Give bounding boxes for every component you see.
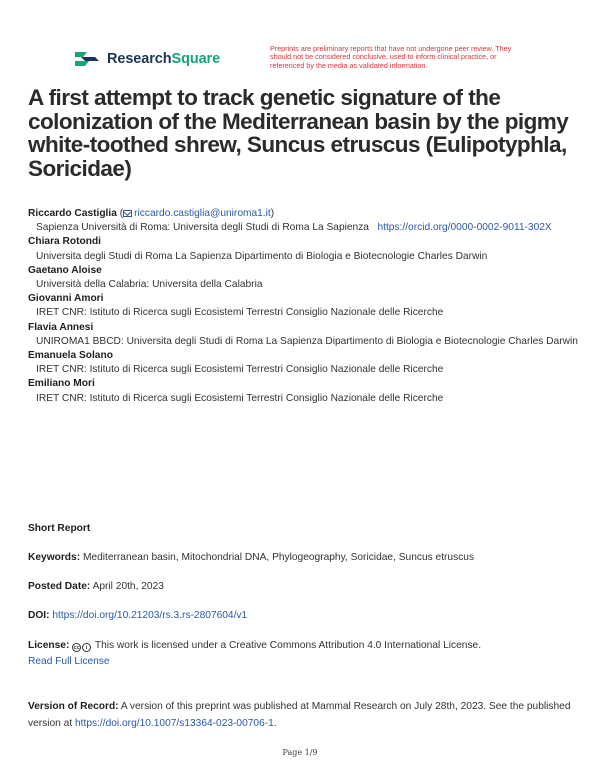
orcid-link[interactable]: https://orcid.org/0000-0002-9011-302X (377, 222, 552, 234)
posted-date-value: April 20th, 2023 (92, 581, 164, 592)
preprint-notice: Preprints are preliminary reports that have not undergone peer review. They should not be considered conclusive, used to inform clinical practice, or referenced by the media as validated information. (270, 44, 512, 70)
paper-title: A first attempt to track genetic signature of the colonization of the Mediterranean basin by the pigmy white-toothed shrew, Suncus etruscus (Eulipotyphla, Soricidae) (28, 85, 569, 181)
research-square-logo[interactable] (73, 48, 220, 70)
author-entry (28, 321, 578, 349)
author-entry (28, 235, 578, 263)
author-affiliation: IRET CNR: Istituto di Ricerca sugli Ecosistemi Terrestri Consiglio Nazionale delle Ricerche (36, 392, 444, 404)
license (28, 638, 576, 670)
author-affiliation: UNIROMA1 BBCD: Universita degli Studi di Roma La Sapienza Dipartimento di Biologia e Biotecnologie Charles Darwin (36, 335, 578, 347)
envelope-icon (123, 210, 132, 217)
doi-label: DOI: (28, 610, 50, 621)
vor-label: Version of Record: (28, 701, 119, 712)
author-name: Gaetano Aloise (28, 264, 102, 276)
author-name: Giovanni Amori (28, 293, 104, 305)
author-affiliation: IRET CNR: Istituto di Ricerca sugli Ecosistemi Terrestri Consiglio Nazionale delle Ricerche (36, 364, 444, 376)
page-number: Page 1/9 (282, 748, 318, 757)
author-affiliation: Università della Calabria: Universita della Calabria (36, 279, 263, 291)
posted-date-label: Posted Date: (28, 581, 91, 592)
author-name: Flavia Annesi (28, 321, 94, 333)
author-entry (28, 349, 578, 377)
author-email-link[interactable]: riccardo.castiglia@uniroma1.it (134, 208, 271, 219)
license-text: This work is licensed under a Creative Commons Attribution 4.0 International License. (94, 640, 482, 651)
read-full-license-link[interactable]: Read Full License (28, 656, 110, 667)
author-affiliation: Universita degli Studi di Roma La Sapienza Dipartimento di Biologia e Biotecnologie Charles Darwin (36, 250, 488, 262)
vor-text: A version of this preprint was published at Mammal Research on July 28th, 2023. See the published version at (28, 701, 571, 729)
doi (28, 608, 576, 624)
author-entry (28, 264, 578, 292)
vor-link[interactable]: https://doi.org/10.1007/s13364-023-00706-1 (75, 718, 274, 729)
author-entry (28, 292, 578, 320)
cc-icon: cc (73, 645, 80, 651)
keywords-label: Keywords: (28, 552, 81, 563)
author-affiliation: IRET CNR: Istituto di Ricerca sugli Ecosistemi Terrestri Consiglio Nazionale delle Ricerche (36, 307, 444, 319)
keywords (28, 550, 576, 566)
research-square-logo-icon (73, 49, 101, 69)
author-name: Emiliano Mori (28, 378, 95, 390)
posted-date (28, 579, 576, 595)
author-entry: Riccardo Castiglia ( riccardo.castiglia@uniroma1.it) Sapienza Università di Roma: Universita degli Studi di Roma La Sapienza https://orcid.org/0000-0002-9011-302X (28, 208, 552, 234)
logo-word-square: Square (171, 51, 221, 67)
logo-wordmark (107, 51, 220, 67)
version-of-record (28, 698, 576, 732)
author-list (28, 207, 578, 406)
vor-end: . (273, 718, 277, 729)
author-name: Emanuela Solano (28, 350, 113, 362)
license-label: License: (28, 640, 70, 651)
author-name: Riccardo Castiglia (28, 208, 117, 219)
keywords-value: Mediterranean basin, Mitochondrial DNA, Phylogeography, Soricidae, Suncus etruscus (82, 552, 475, 563)
author-affiliation: Sapienza Università di Roma: Universita degli Studi di Roma La Sapienza (36, 222, 369, 234)
author-entry (28, 377, 578, 405)
doi-link[interactable]: https://doi.org/10.21203/rs.3.rs-2807604/v1 (52, 610, 248, 621)
article-type: Short Report (28, 523, 91, 534)
logo-word-research: Research (107, 51, 172, 67)
cc-by-icon: i (82, 643, 91, 652)
author-name: Chiara Rotondi (28, 236, 102, 248)
